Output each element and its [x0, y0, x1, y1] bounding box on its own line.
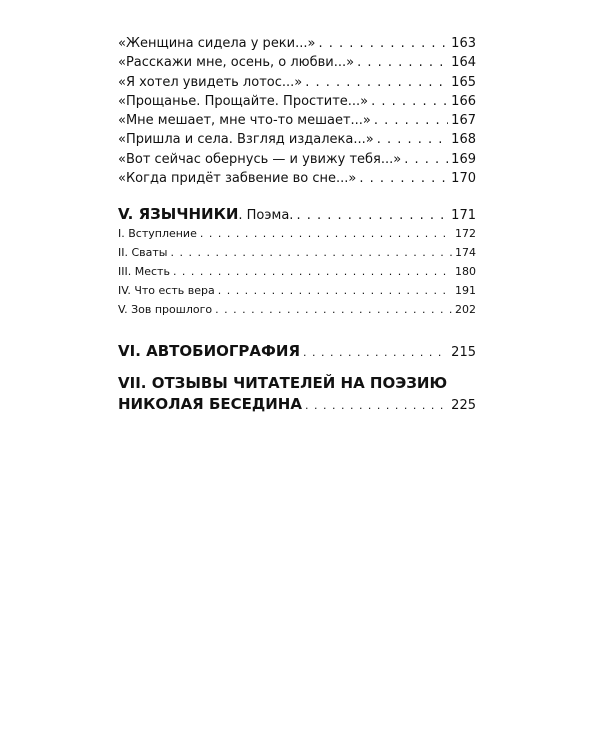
toc-entry-page: 170 [451, 171, 476, 187]
dot-leader [215, 300, 452, 319]
dot-leader [200, 224, 452, 243]
toc-subentry[interactable] [118, 262, 476, 281]
dot-leader [371, 92, 448, 111]
toc-entry-page: 167 [451, 113, 476, 129]
toc-entry-page: 168 [451, 132, 476, 148]
toc-entry[interactable] [118, 53, 476, 72]
section-title-line1[interactable]: VII. ОТЗЫВЫ ЧИТАТЕЛЕЙ НА ПОЭЗИЮ [118, 374, 448, 393]
section-title: VI. АВТОБИОГРАФИЯ [118, 342, 301, 361]
toc-subentry-page: 202 [455, 303, 476, 317]
section-subtitle: . Поэма. [238, 208, 294, 224]
toc-entry[interactable] [118, 92, 476, 111]
toc-entry[interactable] [118, 150, 476, 169]
section-heading-autobiography[interactable] [118, 341, 476, 361]
toc-entry-title: «Расскажи мне, осень, о любви...» [118, 55, 355, 71]
toc-entry-page: 163 [451, 36, 476, 51]
section-heading-reviews[interactable] [118, 394, 476, 415]
toc-subentry-page: 174 [455, 246, 476, 260]
toc-entry-page: 165 [451, 74, 476, 90]
toc-entry[interactable] [118, 130, 476, 149]
toc-entry-title: «Когда придёт забвение во сне...» [118, 171, 357, 187]
dot-leader [357, 53, 448, 72]
dot-leader [359, 169, 448, 188]
toc-entry-page: 166 [451, 93, 476, 109]
toc-entry-title: «Пришла и села. Взгляд издалека...» [118, 132, 374, 148]
dot-leader [377, 130, 448, 149]
toc-subentry[interactable] [118, 300, 476, 319]
toc-entry[interactable] [118, 111, 476, 130]
section-title: V. ЯЗЫЧНИКИ [118, 205, 239, 224]
toc-entry[interactable] [118, 169, 476, 188]
toc-entry-page: 164 [451, 55, 476, 71]
section-page: 215 [451, 345, 476, 361]
toc-entry-title: «Я хотел увидеть лотос...» [118, 74, 303, 90]
dot-leader [170, 243, 452, 262]
dot-leader [305, 395, 448, 416]
toc-subentry-title: II. Сваты [118, 246, 168, 260]
toc-entry[interactable] [118, 34, 476, 53]
toc-subentry-page: 191 [455, 284, 476, 298]
dot-leader [296, 206, 448, 226]
toc-subentry-title: IV. Что есть вера [118, 284, 215, 298]
section-page: 171 [451, 208, 476, 224]
toc-subentry-page: 172 [455, 227, 476, 241]
toc-entry-title: «Женщина сидела у реки...» [118, 36, 316, 51]
toc-entry[interactable] [118, 73, 476, 92]
toc-subentry-page: 180 [455, 265, 476, 279]
dot-leader [173, 262, 452, 281]
toc-subentry[interactable] [118, 281, 476, 300]
toc-subentry[interactable] [118, 243, 476, 262]
dot-leader [374, 111, 448, 130]
table-of-contents [118, 34, 476, 415]
dot-leader [404, 150, 448, 169]
toc-entry-page: 169 [451, 151, 476, 167]
toc-entry-title: «Вот сейчас обернусь — и увижу тебя...» [118, 151, 402, 167]
toc-entry-title: «Прощанье. Прощайте. Простите...» [118, 93, 369, 109]
dot-leader [303, 343, 448, 363]
dot-leader [218, 281, 452, 300]
toc-subentry-title: III. Месть [118, 265, 170, 279]
section-title-line2: НИКОЛАЯ БЕСЕДИНА [118, 395, 302, 414]
toc-subentry-title: I. Вступление [118, 227, 197, 241]
toc-subentry[interactable] [118, 224, 476, 243]
toc-subentry-title: V. Зов прошлого [118, 303, 213, 317]
dot-leader [318, 34, 448, 53]
dot-leader [305, 73, 448, 92]
toc-entry-title: «Мне мешает, мне что-то мешает...» [118, 113, 371, 129]
section-page: 225 [451, 398, 476, 414]
section-heading-pagans[interactable] [118, 204, 476, 224]
